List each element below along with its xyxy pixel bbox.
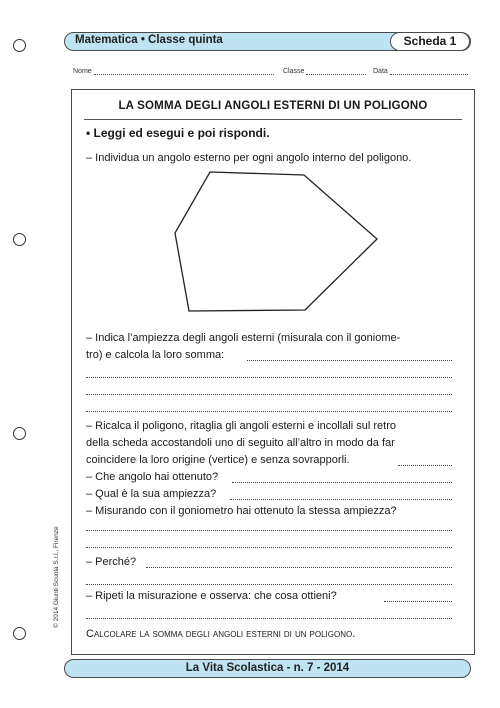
footer-bar: La Vita Scolastica - n. 7 - 2014 (64, 659, 471, 678)
answer-q3-line-2[interactable] (86, 547, 452, 548)
answer-q3-line-1[interactable] (86, 530, 452, 531)
task-line-3 (86, 349, 224, 361)
task-line-4: – Ricalca il poligono, ritaglia gli angoli esterni e incollali sul retro (86, 420, 396, 432)
classe-label: Classe (283, 68, 305, 75)
copyright-text: © 2014 Giunti Scuola S.r.l., Firenze (53, 526, 60, 628)
nome-label: Nome (73, 68, 92, 75)
data-field[interactable] (373, 68, 468, 75)
answer-q1[interactable] (232, 482, 452, 483)
binder-hole-2 (13, 233, 26, 246)
question-2: – Qual è la sua ampiezza? (86, 488, 217, 500)
task-line-2: – Indica l’ampiezza degli angoli esterni (misurala con il goniome- (86, 332, 401, 344)
answer-line-1[interactable] (86, 377, 452, 378)
binder-hole-4 (13, 627, 26, 640)
question-1: – Che angolo hai ottenuto? (86, 471, 219, 483)
binder-hole-1 (13, 39, 26, 52)
conclusion-text: Calcolare la somma degli angoli esterni di un poligono. (86, 628, 356, 640)
classe-field[interactable] (283, 68, 366, 75)
binder-hole-3 (13, 427, 26, 440)
answer-q4[interactable] (146, 567, 452, 568)
question-4: – Perché? (86, 556, 137, 568)
question-3: – Misurando con il goniometro hai ottenuto la stessa ampiezza? (86, 505, 397, 517)
nome-field[interactable] (73, 68, 274, 75)
worksheet-title: LA SOMMA DEGLI ANGOLI ESTERNI DI UN POLIGONO (118, 100, 428, 112)
question-5: – Ripeti la misurazione e osserva: che cosa ottieni? (86, 590, 337, 602)
task-line-3-text: tro) e calcola la loro somma: (86, 349, 225, 361)
scheda-label: Scheda 1 (390, 32, 470, 51)
header-bar (64, 32, 471, 51)
answer-q4-line-2[interactable] (86, 584, 452, 585)
subject-title: Matematica • Classe quinta (75, 34, 223, 46)
exercise-card (71, 89, 475, 655)
answer-dots-6[interactable] (398, 465, 452, 466)
answer-line-2[interactable] (86, 394, 452, 395)
data-label: Data (373, 68, 388, 75)
task-line-6: coincidere la loro origine (vertice) e senza sovrapporli. (86, 454, 350, 466)
answer-line-3[interactable] (86, 411, 452, 412)
answer-q5[interactable] (384, 601, 452, 602)
answer-q5-line-2[interactable] (86, 618, 452, 619)
pentagon-figure (72, 90, 474, 330)
instruction: • Leggi ed esegui e poi rispondi. (86, 126, 270, 140)
task-line-5: della scheda accostandoli uno di seguito all’altro in modo da far (86, 437, 395, 449)
answer-dots-3[interactable] (247, 360, 452, 361)
task-line-1: – Individua un angolo esterno per ogni angolo interno del poligono. (86, 152, 412, 164)
answer-q2[interactable] (230, 499, 452, 500)
